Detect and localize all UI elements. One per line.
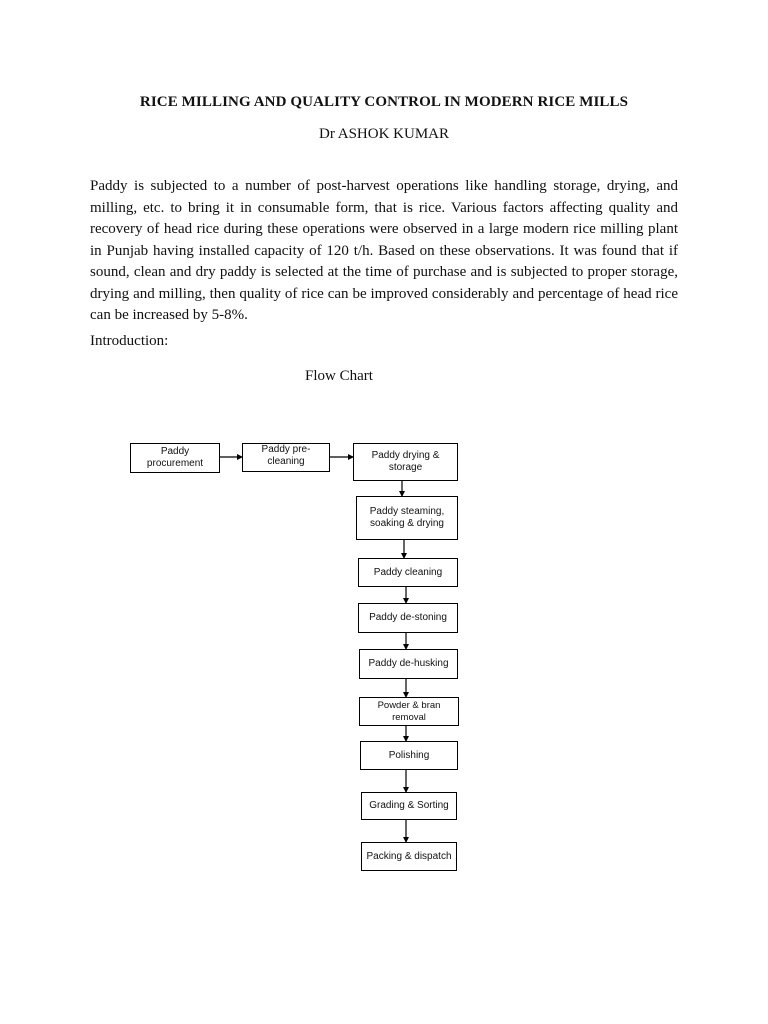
introduction-heading: Introduction:: [90, 333, 169, 349]
abstract-paragraph: Paddy is subjected to a number of post-harvest operations like handling storage, drying, and milling, etc. to bring it in consumable form, that is rice. Various factors affecting quality and recovery of head rice during these operations were observed in a large modern rice milling plant in Punjab having installed capacity of 120 t/h. Based on these observations. It was found that if sound, clean and dry paddy is selected at the time of purchase and is subjected to proper storage, drying and milling, then quality of rice can be improved considerably and percentage of head rice can be increased by 5-8%.: [90, 178, 678, 323]
flow-step-paddy-procurement: Paddy procurement: [130, 443, 220, 473]
flow-step-grading-sorting: Grading & Sorting: [361, 792, 457, 820]
flow-chart-title: Flow Chart: [305, 368, 373, 384]
flow-step-polishing: Polishing: [360, 741, 458, 770]
flow-step-packing-dispatch: Packing & dispatch: [361, 842, 457, 871]
flow-step-paddy-de-husking: Paddy de-husking: [359, 649, 458, 679]
author-name: Dr ASHOK KUMAR: [318, 126, 449, 142]
document-title: RICE MILLING AND QUALITY CONTROL IN MODERN RICE MILLS: [139, 94, 629, 110]
flow-step-paddy-drying-storage: Paddy drying & storage: [353, 443, 458, 481]
flow-step-paddy-de-stoning: Paddy de-stoning: [358, 603, 458, 633]
flow-step-powder-bran-removal: Powder & bran removal: [359, 697, 459, 726]
flow-step-paddy-pre-cleaning: Paddy pre-cleaning: [242, 443, 330, 472]
flow-step-paddy-steaming-soaking-drying: Paddy steaming, soaking & drying: [356, 496, 458, 540]
flow-step-paddy-cleaning: Paddy cleaning: [358, 558, 458, 587]
